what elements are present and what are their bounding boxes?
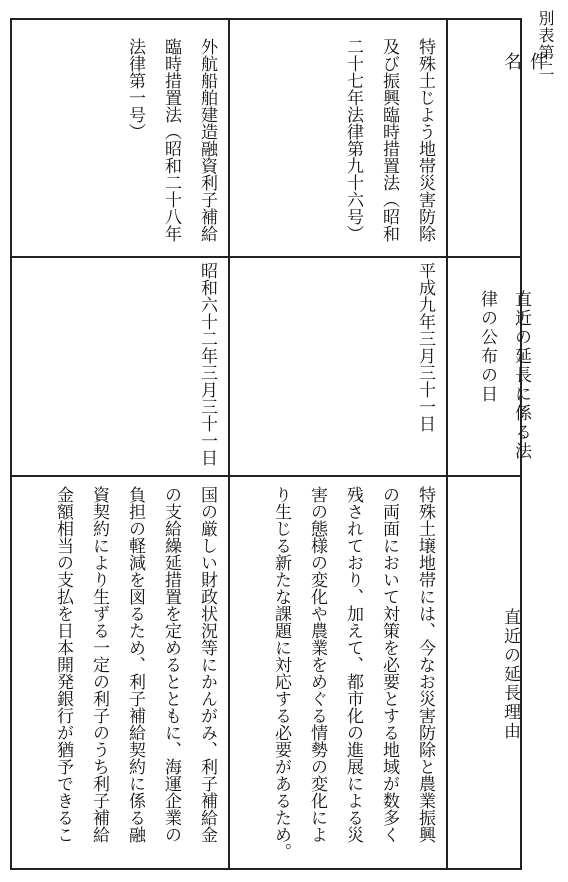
row2-reason-line2: の支給繰延措置を定めるとともに、海運企業の	[161, 486, 181, 843]
row2-name-line2: 臨時措置法（昭和二十八年	[161, 38, 181, 242]
row1-name-line1: 特殊土じよう地帯災害防除	[415, 38, 435, 242]
row2-name-line1: 外航船舶建造融資利子補給	[197, 38, 217, 242]
header-divider	[446, 18, 448, 870]
row-divider	[228, 18, 230, 870]
header-date: 直近の延長に係る法律の公布の日	[477, 290, 531, 461]
row1-date: 平成九年三月三十一日	[415, 262, 435, 432]
row1-name-line2: 及び振興臨時措置法（昭和	[379, 38, 399, 242]
row1-reason-line3: 残されており、加えて、都市化の進展による災	[343, 486, 363, 843]
row1-reason-line1: 特殊土壌地帯には、今なお災害防除と農業振興	[415, 486, 435, 843]
row1-reason-line4: 害の態様の変化や農業をめぐる情勢の変化によ	[307, 486, 327, 843]
row2-reason-line5: 金額相当の支払を日本開発銀行が猶予できるこ	[53, 486, 73, 843]
row2-name-line3: 法律第一号）	[125, 38, 145, 140]
header-reason: 直近の延長理由	[500, 608, 520, 741]
table-left-border	[10, 18, 12, 870]
row2-reason-line3: 負担の軽減を図るため、利子補給契約に係る融	[125, 486, 145, 843]
table-title: 別表第二	[536, 10, 555, 78]
row1-reason-line5: り生じる新たな課題に対応する必要があるため。	[271, 486, 291, 860]
row2-reason-line4: 資契約により生ずる一定の利子のうち利子補給	[89, 486, 109, 843]
row2-reason-line1: 国の厳しい財政状況等にかんがみ、利子補給金	[197, 486, 217, 843]
row1-reason-line2: の両面において対策を必要とする地域が数多く	[379, 486, 399, 843]
row1-name-line3: 二十七年法律第九十六号）	[343, 38, 363, 242]
row2-date: 昭和六十二年三月三十一日	[197, 262, 217, 466]
header-name: 件名	[501, 52, 548, 188]
